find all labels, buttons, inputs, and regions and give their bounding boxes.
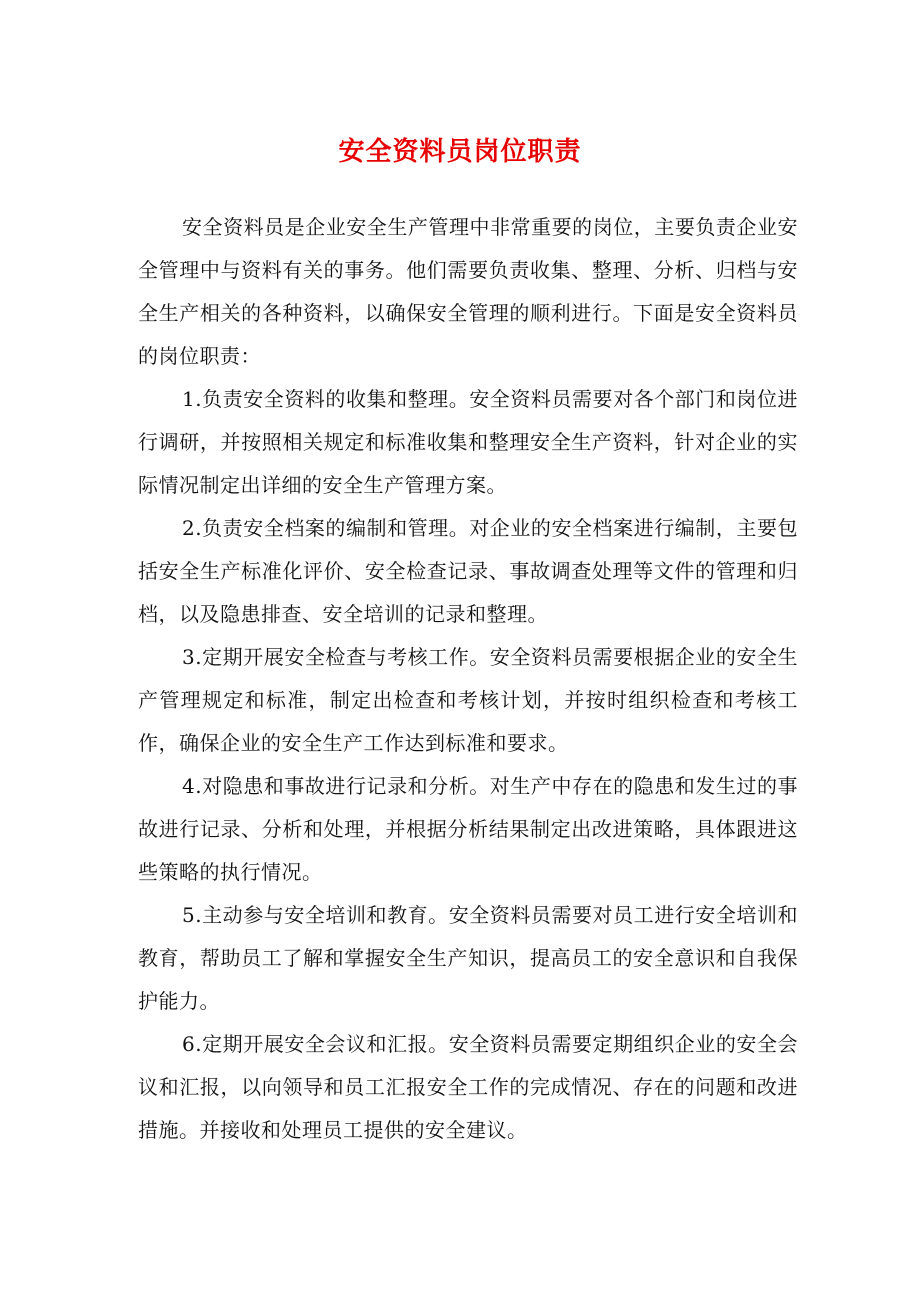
duty-paragraph-4: 4.对隐患和事故进行记录和分析。对生产中存在的隐患和发生过的事故进行记录、分析和处理，并根据分析结果制定出改进策略，具体跟进这些策略的执行情况。	[138, 774, 798, 884]
duty-paragraph-3: 3.定期开展安全检查与考核工作。安全资料员需要根据企业的安全生产管理规定和标准，制定出检查和考核计划，并按时组织检查和考核工作，确保企业的安全生产工作达到标准和要求。	[138, 645, 798, 755]
document-title: 安全资料员岗位职责	[338, 137, 582, 167]
duty-paragraph-1: 1.负责安全资料的收集和整理。安全资料员需要对各个部门和岗位进行调研，并按照相关规定和标准收集和整理安全生产资料，针对企业的实际情况制定出详细的安全生产管理方案。	[138, 387, 798, 497]
duty-paragraph-6: 6.定期开展安全会议和汇报。安全资料员需要定期组织企业的安全会议和汇报，以向领导和员工汇报安全工作的完成情况、存在的问题和改进措施。并接收和处理员工提供的安全建议。	[138, 1032, 798, 1142]
document-body	[138, 206, 798, 1152]
duty-paragraph-2: 2.负责安全档案的编制和管理。对企业的安全档案进行编制，主要包括安全生产标准化评价、安全检查记录、事故调查处理等文件的管理和归档，以及隐患排查、安全培训的记录和整理。	[138, 516, 798, 626]
intro-paragraph: 安全资料员是企业安全生产管理中非常重要的岗位，主要负责企业安全管理中与资料有关的事务。他们需要负责收集、整理、分析、归档与安全生产相关的各种资料，以确保安全管理的顺利进行。下面是安全资料员的岗位职责：	[138, 215, 798, 368]
duty-paragraph-5: 5.主动参与安全培训和教育。安全资料员需要对员工进行安全培训和教育，帮助员工了解和掌握安全生产知识，提高员工的安全意识和自我保护能力。	[138, 903, 798, 1013]
